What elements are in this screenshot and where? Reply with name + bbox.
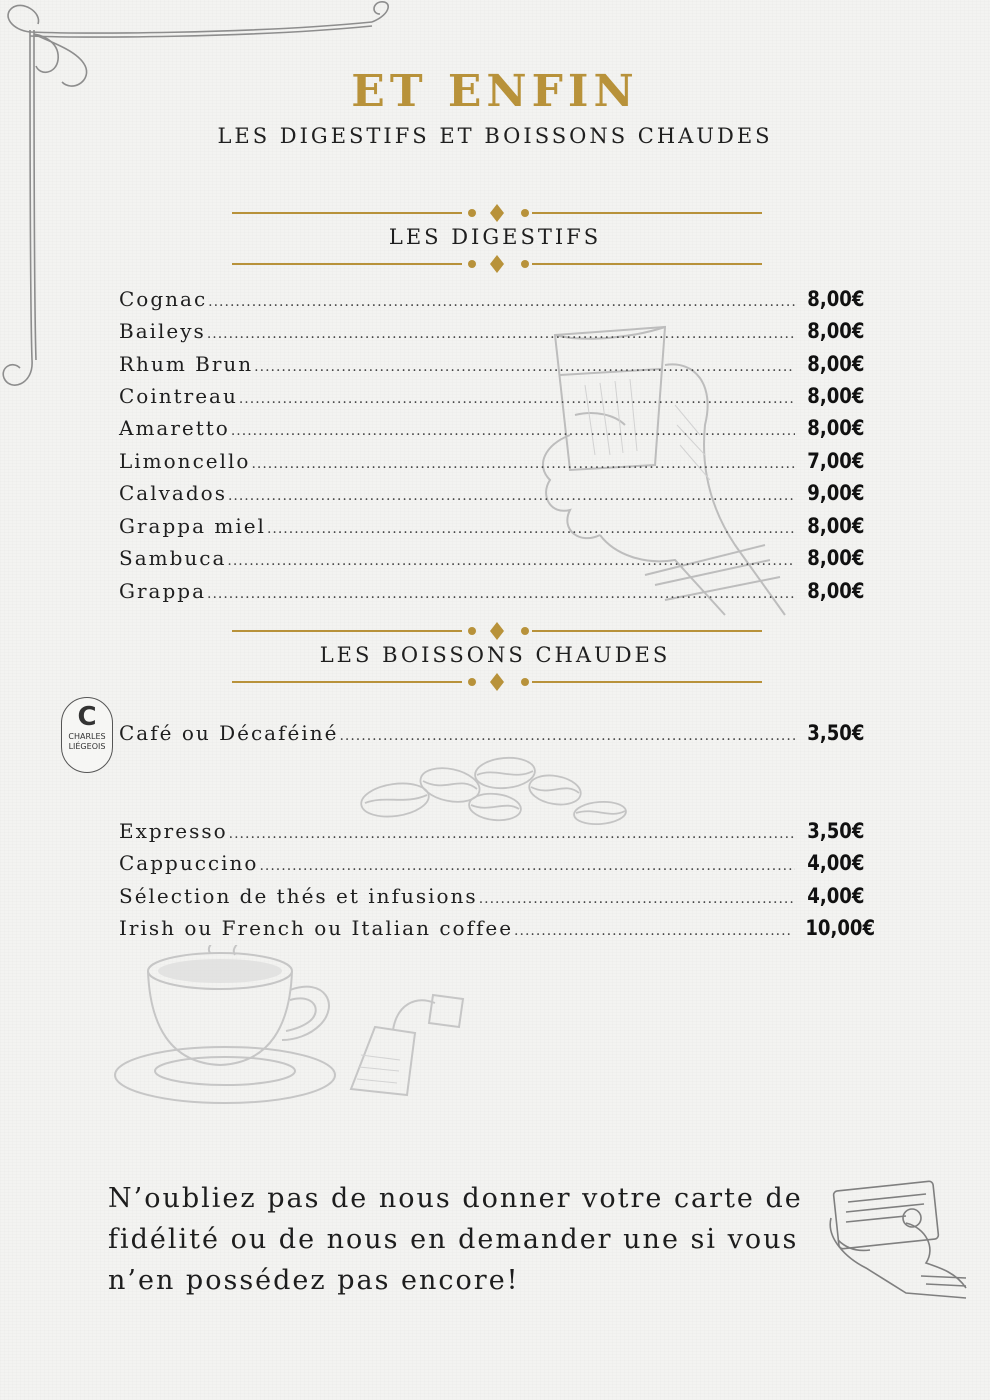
dot-leader — [208, 294, 794, 310]
menu-item — [119, 546, 864, 576]
menu-item — [119, 514, 864, 544]
digestifs-section-title: LES DIGESTIFS — [388, 225, 602, 249]
dot-leader — [267, 521, 795, 537]
dot-leader — [207, 326, 795, 342]
item-price: 8,00€ — [806, 384, 864, 408]
item-name: Calvados — [119, 481, 227, 505]
item-name: Cappuccino — [119, 851, 259, 875]
item-name: Amaretto — [119, 416, 230, 440]
item-price: 4,00€ — [806, 851, 864, 875]
item-price: 10,00€ — [805, 916, 875, 940]
dot-leader — [259, 858, 794, 874]
item-price: 3,50€ — [806, 721, 864, 745]
menu-item — [119, 579, 864, 609]
dot-leader — [207, 586, 795, 602]
coffee-cup-icon — [110, 945, 350, 1115]
item-price: 3,50€ — [806, 819, 864, 843]
dot-leader — [479, 891, 795, 907]
menu-item — [119, 287, 864, 317]
dot-leader — [254, 359, 794, 375]
item-name: Sélection de thés et infusions — [119, 884, 478, 908]
dot-leader — [514, 923, 791, 939]
item-name: Cointreau — [119, 384, 238, 408]
brand-logo-icon: C — [77, 702, 97, 732]
item-price: 8,00€ — [806, 287, 864, 311]
item-name: Rhum Brun — [119, 352, 254, 376]
loyalty-message-line: N’oubliez pas de nous donner votre carte de — [108, 1183, 803, 1214]
item-name: Expresso — [119, 819, 228, 843]
item-price: 8,00€ — [806, 579, 864, 603]
loyalty-card-hand-icon — [826, 1178, 974, 1306]
dot-leader — [227, 553, 794, 569]
menu-item — [119, 916, 875, 946]
loyalty-message-line: n’en possédez pas encore! — [108, 1265, 520, 1296]
item-name: Baileys — [119, 319, 206, 343]
item-name: Grappa — [119, 579, 206, 603]
coffee-beans-icon — [355, 745, 635, 830]
menu-item — [119, 851, 864, 881]
item-price: 8,00€ — [806, 352, 864, 376]
loyalty-message — [108, 1178, 828, 1301]
menu-item — [119, 352, 864, 382]
diamond-divider-icon — [232, 254, 762, 274]
dot-leader — [231, 423, 795, 439]
item-price: 4,00€ — [806, 884, 864, 908]
page-title: ET ENFIN — [351, 66, 639, 117]
dot-leader — [239, 391, 795, 407]
dot-leader — [339, 728, 794, 744]
item-name: Irish ou French ou Italian coffee — [119, 916, 514, 940]
loyalty-message-line: fidélité ou de nous en demander une si vous — [108, 1224, 799, 1255]
brand-logo-line1: CHARLES — [68, 732, 106, 741]
tea-bag-icon — [345, 985, 475, 1110]
menu-item — [119, 384, 864, 414]
dot-leader — [228, 488, 795, 504]
item-price: 7,00€ — [806, 449, 864, 473]
item-name: Cognac — [119, 287, 208, 311]
menu-item — [119, 319, 864, 349]
item-price: 8,00€ — [806, 546, 864, 570]
item-price: 8,00€ — [806, 416, 864, 440]
item-price: 8,00€ — [806, 514, 864, 538]
page-subtitle: LES DIGESTIFS ET BOISSONS CHAUDES — [217, 124, 773, 148]
item-name: Grappa miel — [119, 514, 266, 538]
brand-logo-line2: LIÉGEOIS — [68, 742, 106, 751]
item-name: Café ou Décaféiné — [119, 721, 339, 745]
item-price: 8,00€ — [806, 319, 864, 343]
item-name: Sambuca — [119, 546, 227, 570]
menu-item — [119, 481, 864, 511]
diamond-divider-icon — [232, 672, 762, 692]
menu-item — [119, 819, 864, 849]
diamond-divider-icon — [232, 203, 762, 223]
brand-logo — [61, 697, 113, 773]
menu-item — [119, 416, 864, 446]
dot-leader — [229, 826, 795, 842]
boissons-section-title: LES BOISSONS CHAUDES — [319, 643, 671, 667]
item-price: 9,00€ — [806, 481, 864, 505]
diamond-divider-icon — [232, 621, 762, 641]
dot-leader — [251, 456, 794, 472]
menu-item — [119, 884, 864, 914]
menu-item — [119, 449, 864, 479]
item-name: Limoncello — [119, 449, 251, 473]
